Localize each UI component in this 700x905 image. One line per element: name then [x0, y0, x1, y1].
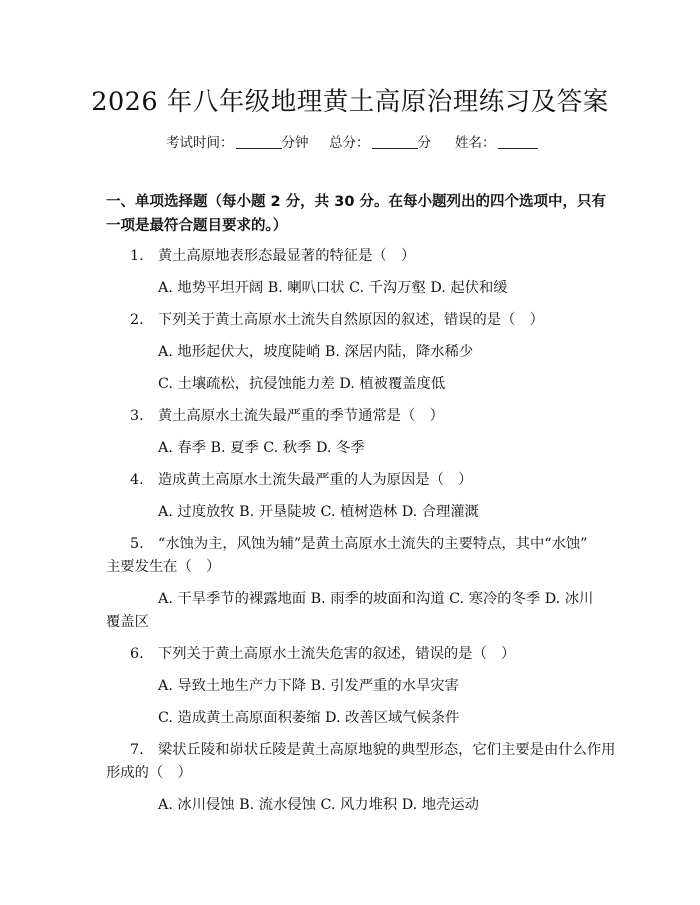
question-5-options-line1: A. 干旱季节的裸露地面 B. 雨季的坡面和沟道 C. 寒冷的冬季 D. 冰川 [158, 591, 594, 607]
exam-time-field [166, 131, 309, 151]
time-label: 考试时间： [166, 135, 234, 151]
question-1-options: A. 地势平坦开阔 B. 喇叭口状 C. 千沟万壑 D. 起伏和缓 [158, 280, 508, 296]
score-unit: 分 [417, 135, 431, 151]
score-blank [372, 136, 418, 149]
name-label: 姓名： [455, 135, 496, 151]
question-4-options: A. 过度放牧 B. 开垦陡坡 C. 植树造林 D. 合理灌溉 [158, 504, 479, 520]
question-3-options: A. 春季 B. 夏季 C. 秋季 D. 冬季 [158, 440, 365, 456]
time-unit: 分钟 [281, 135, 309, 151]
question-2-stem: 2. 下列关于黄土高原水土流失自然原因的叙述，错误的是（ ） [130, 312, 544, 328]
question-6-stem: 6. 下列关于黄土高原水土流失危害的叙述，错误的是（ ） [130, 646, 516, 662]
question-7-options: A. 冰川侵蚀 B. 流水侵蚀 C. 风力堆积 D. 地壳运动 [158, 797, 479, 813]
score-label: 总分： [329, 135, 370, 151]
question-5-stem-line1: 5. “水蚀为主，风蚀为辅”是黄土高原水土流失的主要特点，其中“水蚀” [130, 536, 588, 552]
question-6-options-ab: A. 导致土地生产力下降 B. 引发严重的水旱灾害 [158, 678, 459, 694]
question-7-stem-line1: 7. 梁状丘陵和峁状丘陵是黄土高原地貌的典型形态，它们主要是由什么作用 [130, 742, 616, 758]
question-2-options-cd: C. 土壤疏松，抗侵蚀能力差 D. 植被覆盖度低 [158, 376, 446, 392]
question-3-stem: 3. 黄土高原水土流失最严重的季节通常是（ ） [130, 408, 444, 424]
student-name-field [455, 131, 538, 151]
question-5-options-line2: 覆盖区 [106, 614, 149, 630]
question-2-options-ab: A. 地形起伏大，坡度陡峭 B. 深居内陆，降水稀少 [158, 344, 474, 360]
section-heading: 一、单项选择题（每小题 2 分，共 30 分。在每小题列出的四个选项中，只有一项是最符合题目要求的。） [106, 194, 606, 234]
time-blank [236, 136, 282, 149]
question-7-stem-line2: 形成的（ ） [106, 765, 192, 781]
question-6-options-cd: C. 造成黄土高原面积萎缩 D. 改善区域气候条件 [158, 710, 460, 726]
question-5-stem-line2: 主要发生在（ ） [106, 559, 221, 575]
question-1-stem: 1. 黄土高原地表形态最显著的特征是（ ） [130, 248, 416, 264]
name-blank [498, 136, 538, 149]
page-title: 2026 年八年级地理黄土高原治理练习及答案 [91, 87, 609, 117]
total-score-field [329, 131, 431, 151]
question-4-stem: 4. 造成黄土高原水土流失最严重的人为原因是（ ） [130, 472, 473, 488]
